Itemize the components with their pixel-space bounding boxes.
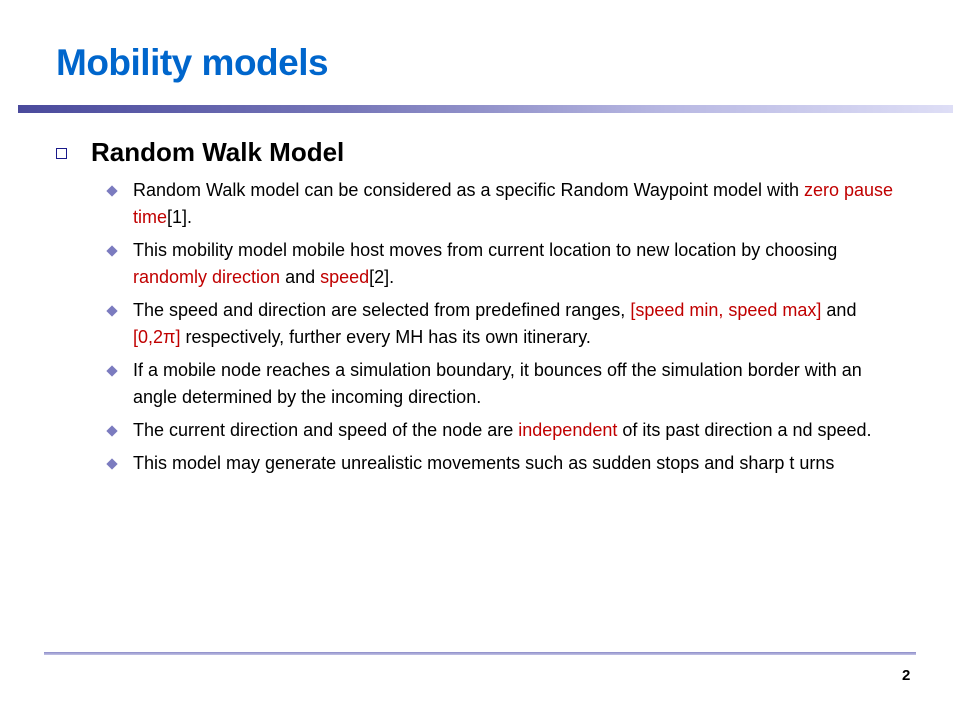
diamond-bullet-icon: [106, 305, 117, 316]
bullet-item: [105, 450, 905, 477]
bullet-list: [105, 177, 905, 483]
highlighted-term: independent: [518, 420, 618, 440]
bullet-text: Random Walk model can be considered as a specific Random Waypoint model with: [133, 180, 804, 200]
highlighted-term: [speed min, speed max]: [630, 300, 822, 320]
title-divider: [18, 105, 953, 113]
page-number: 2: [902, 667, 911, 684]
bullet-text: and: [821, 300, 857, 320]
highlighted-term: [0,2π]: [133, 327, 181, 347]
bullet-item: [105, 237, 905, 291]
bullet-text: of its past direction a nd speed.: [617, 420, 872, 440]
bullet-text: If a mobile node reaches a simulation boundary, it bounces off the simulation border with an angle determined by the incoming direction.: [133, 360, 862, 407]
highlighted-term: randomly direction: [133, 267, 281, 287]
checkbox-bullet-icon: [56, 147, 68, 159]
highlighted-term: zero pause time: [133, 180, 894, 227]
highlighted-term: speed: [320, 267, 370, 287]
bullet-text: [2].: [369, 267, 395, 287]
section-heading: [56, 137, 344, 168]
diamond-bullet-icon: [106, 458, 117, 469]
diamond-bullet-icon: [106, 425, 117, 436]
bullet-text: The speed and direction are selected from predefined ranges,: [133, 300, 631, 320]
bullet-item: [105, 297, 905, 351]
bullet-item: [105, 417, 905, 444]
section-heading-text: Random Walk Model: [91, 137, 345, 167]
bullet-item: [105, 357, 905, 411]
bullet-text: and: [280, 267, 321, 287]
diamond-bullet-icon: [106, 185, 117, 196]
bullet-text: respectively, further every MH has its own itinerary.: [180, 327, 591, 347]
slide-title: Mobility models: [56, 42, 329, 83]
bullet-item: [105, 177, 905, 231]
bullet-text: This mobility model mobile host moves from current location to new location by choosing: [133, 240, 838, 260]
diamond-bullet-icon: [106, 245, 117, 256]
footer-divider: [44, 652, 916, 655]
bullet-text: [1].: [167, 207, 193, 227]
diamond-bullet-icon: [106, 365, 117, 376]
bullet-text: This model may generate unrealistic movements such as sudden stops and sharp t urns: [133, 453, 835, 473]
bullet-text: The current direction and speed of the node are: [133, 420, 519, 440]
